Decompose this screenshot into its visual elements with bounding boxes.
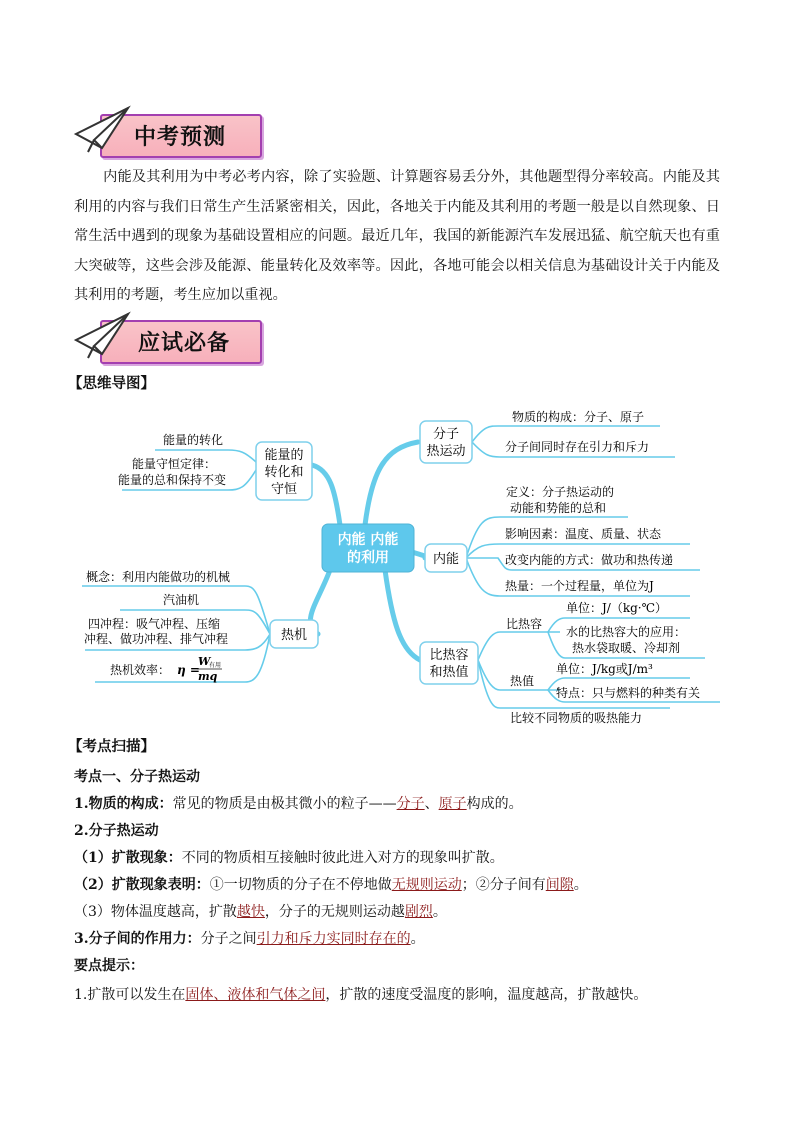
- engine-strokes-2: 冲程、做功冲程、排气冲程: [84, 632, 229, 646]
- energy-item-1: 能量的转化: [163, 433, 224, 447]
- l5-u2: 剧烈: [404, 904, 433, 920]
- l6-head: 3.分子间的作用力：: [74, 931, 201, 947]
- heat-compare: 比较不同物质的吸热能力: [510, 711, 643, 725]
- paper-plane-icon: [72, 310, 132, 362]
- engine-concept: 概念：利用内能做功的机械: [86, 570, 231, 584]
- paper-plane-icon: [72, 104, 132, 156]
- internal-def-1: 定义：分子热运动的: [506, 485, 615, 499]
- l1-head: 1.物质的构成：: [74, 796, 173, 812]
- heat-hv: 热值: [510, 674, 535, 688]
- l3-head: （1）扩散现象：: [74, 850, 182, 866]
- node-energy-line3: 守恒: [270, 482, 298, 497]
- node-engine-label: 热机: [280, 628, 308, 643]
- scan-label: 【考点扫描】: [68, 738, 155, 755]
- node-molecular-line2: 热运动: [426, 444, 466, 459]
- engine-eff-num: W: [198, 655, 211, 668]
- node-molecular-line1: 分子: [432, 427, 460, 442]
- l6-b: 。: [410, 931, 425, 947]
- node-energy-line1: 能量的: [264, 448, 304, 463]
- l1-u2: 原子: [438, 796, 467, 812]
- scan-line-7: [74, 984, 647, 1004]
- engine-gas: 汽油机: [163, 593, 200, 607]
- l4-c: 。: [573, 877, 588, 893]
- intro-text: 内能及其利用为中考必考内容，除了实验题、计算题容易丢分外，其他题型得分率较高。内能及其利用的内容与我们日常生产生活紧密相关，因此，各地关于内能及其利用的考题一般是以自然现象、日常生活中遇到的现象为基础设置相应的问题。最近几年，我国的新能源汽车发展迅猛、航空航天也有重大突破等，这些会涉及能源、能量转化及效率等。因此，各地可能会以相关信息为基础设计关于内能及其利用的考题，考生应加以重视。: [74, 169, 720, 303]
- mind-map: [0, 395, 794, 735]
- l7-a: 1.扩散可以发生在: [74, 987, 186, 1003]
- center-line-2: 的利用: [347, 550, 389, 566]
- mindmap-label: 【思维导图】: [68, 375, 155, 392]
- heat-shc-unit: 单位：J/（kg·℃）: [566, 601, 668, 615]
- l5-u1: 越快: [236, 904, 265, 920]
- heat-shc-app-2: 热水袋取暖、冷却剂: [572, 641, 681, 655]
- engine-eff-sub: 有用: [209, 662, 222, 669]
- l5-b: ，分子的无规则运动越: [264, 904, 405, 920]
- forecast-title: 中考预测: [134, 125, 227, 150]
- engine-eff-den: mq: [198, 670, 218, 683]
- l7-u: 固体、液体和气体之间: [185, 987, 326, 1003]
- node-energy-line2: 转化和: [264, 465, 304, 480]
- l6-u: 引力和斥力实同时存在的: [256, 931, 411, 947]
- l1-u1: 分子: [396, 796, 425, 812]
- heat-hv-feat: 特点：只与燃料的种类有关: [556, 686, 701, 700]
- engine-strokes-1: 四冲程：吸气冲程、压缩: [88, 617, 221, 631]
- molecular-item-1: 物质的构成：分子、原子: [512, 410, 645, 424]
- internal-item-1: 影响因素：温度、质量、状态: [505, 527, 662, 541]
- internal-item-2: 改变内能的方式：做功和热传递: [505, 553, 674, 567]
- node-internal-label: 内能: [432, 552, 460, 567]
- l4-u2: 间隙: [545, 877, 574, 893]
- point1-title: 考点一、分子热运动: [74, 769, 200, 785]
- engine-eff-label: 热机效率：: [110, 663, 171, 677]
- heat-shc-app-1: 水的比热容大的应用：: [566, 625, 687, 639]
- engine-eff-formula: η =: [177, 663, 200, 677]
- scan-line-1: [74, 793, 523, 813]
- l6-a: 分子之间: [200, 931, 257, 947]
- l4-a: ①一切物质的分子在不停地做: [209, 877, 392, 893]
- scan-line-3: [74, 847, 504, 867]
- internal-item-3: 热量：一个过程量，单位为J: [505, 579, 654, 593]
- prep-title: 应试必备: [138, 331, 231, 356]
- l4-head: （2）扩散现象表明：: [74, 877, 210, 893]
- heat-shc: 比热容: [506, 617, 543, 631]
- molecular-item-2: 分子间同时存在引力和斥力: [505, 440, 650, 454]
- tips-label: 要点提示：: [74, 958, 144, 974]
- l4-b: ；②分子间有: [461, 877, 546, 893]
- l7-b: ，扩散的速度受温度的影响，温度越高，扩散越快。: [325, 987, 648, 1003]
- l3-body: 不同的物质相互接触时彼此进入对方的现象叫扩散。: [181, 850, 504, 866]
- node-heat-line2: 和热值: [429, 665, 469, 680]
- energy-item-3: 能量的总和保持不变: [118, 473, 227, 487]
- scan-line-5: [74, 901, 447, 921]
- scan-line-6: [74, 928, 425, 948]
- node-heat-line1: 比热容: [429, 648, 469, 663]
- center-line-1: 内能 内能: [337, 532, 399, 548]
- l1-a: 常见的物质是由极其微小的粒子——: [172, 796, 397, 812]
- scan-line-4: [74, 874, 588, 894]
- intro-paragraph: [74, 163, 720, 311]
- energy-item-2: 能量守恒定律：: [132, 457, 217, 471]
- heat-hv-unit: 单位：J/kg或J/m³: [556, 662, 653, 676]
- l5-c: 。: [432, 904, 447, 920]
- l4-u1: 无规则运动: [391, 877, 462, 893]
- l5-a: （3）物体温度越高，扩散: [74, 904, 237, 920]
- scan-line-2: 2.分子热运动: [74, 823, 159, 839]
- internal-def-2: 动能和势能的总和: [510, 501, 607, 515]
- l1-b: 构成的。: [466, 796, 523, 812]
- l1-sep: 、: [424, 796, 439, 812]
